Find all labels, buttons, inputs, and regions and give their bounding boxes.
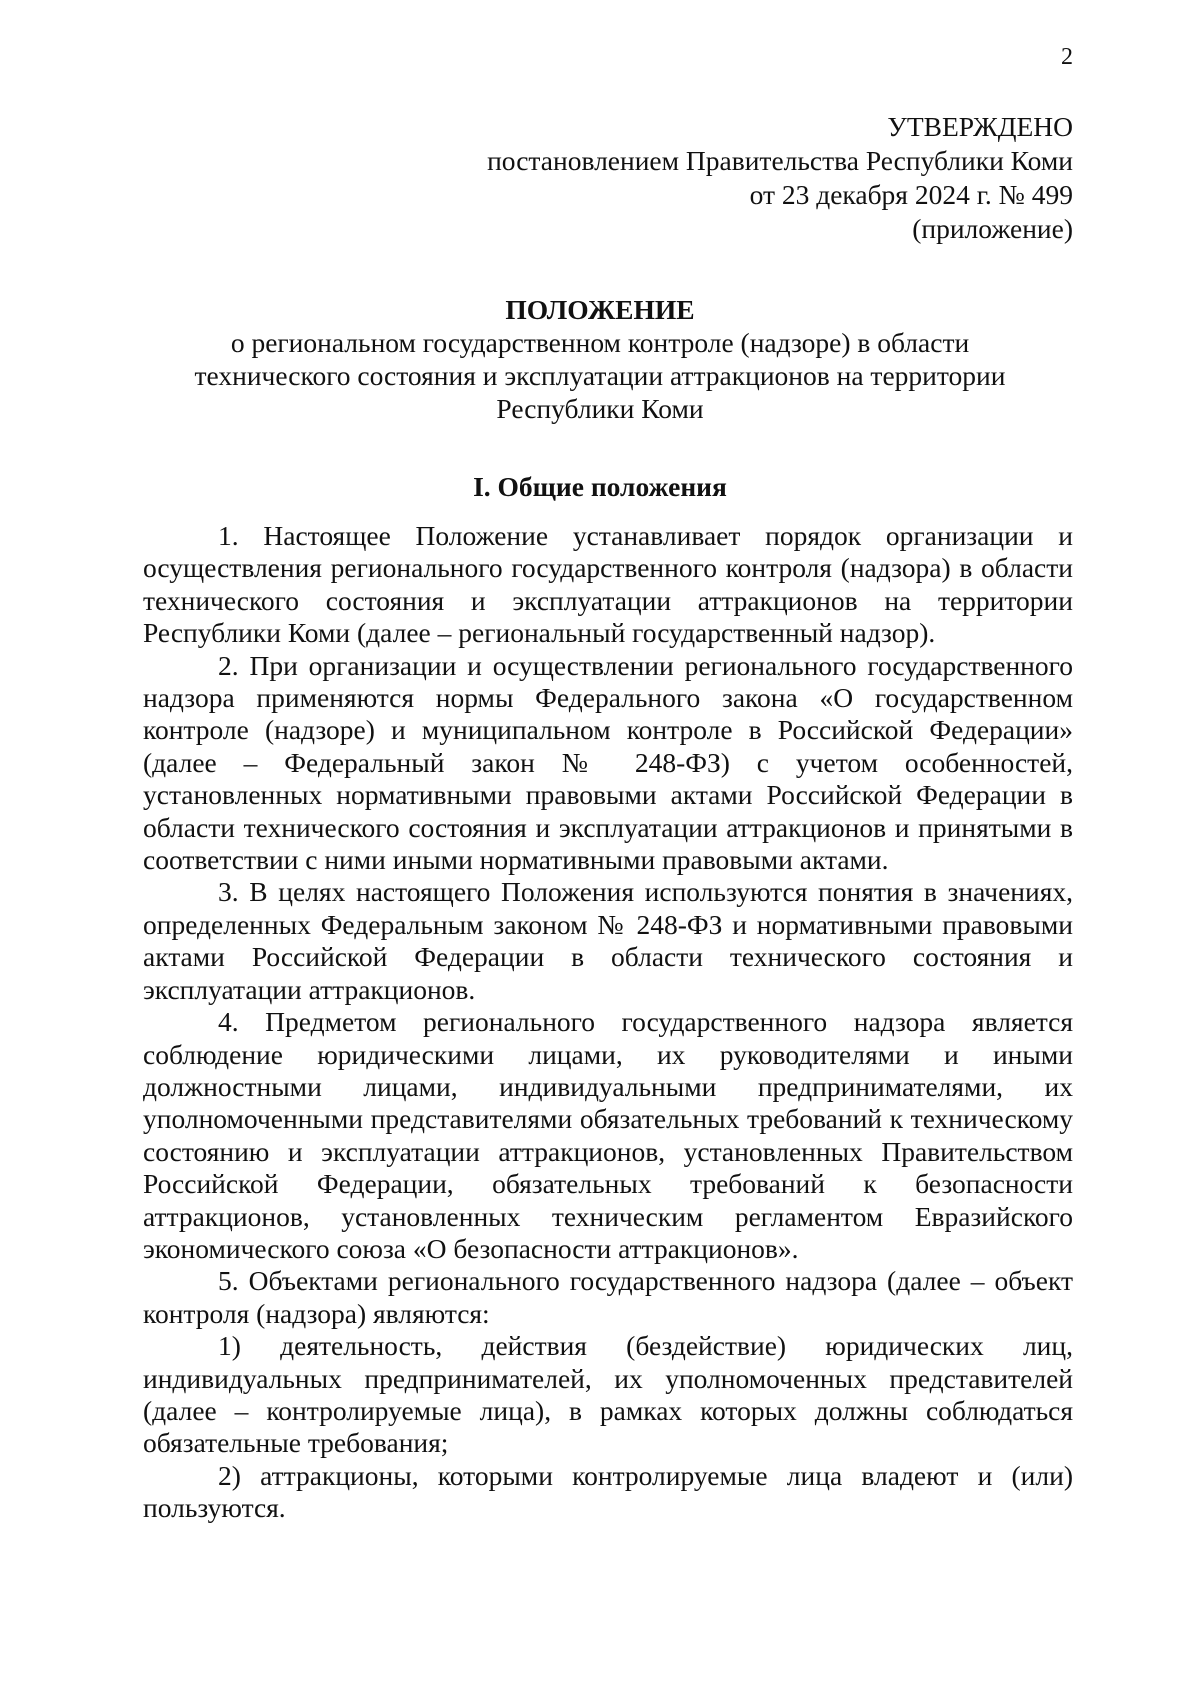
paragraph-4: 4. Предметом регионального государственного надзора является соблюдение юридическими лицами, их руководителями и иными должностными лицами, индивидуальными предпринимателями, их уполномоченными представителями обязательных требований к техническому состоянию и эксплуатации аттракционов, установленных Правительством Российской Федерации, обязательных требований к безопасности аттракционов, установленных техническим регламентом Евразийского экономического союза «О безопасности аттракционов». (143, 1006, 1073, 1264)
section-heading: I. Общие положения (473, 471, 727, 502)
approval-stamp (373, 110, 1073, 246)
approval-decree: постановлением Правительства Республики Коми (487, 145, 1073, 176)
document-title (0, 293, 1200, 425)
title-subtitle-line-2: технического состояния и эксплуатации аттракционов на территории (194, 360, 1006, 391)
paragraph-5-item-2: 2) аттракционы, которыми контролируемые лица владеют и (или) пользуются. (143, 1459, 1073, 1524)
approval-appendix: (приложение) (912, 213, 1073, 244)
paragraph-5: 5. Объектами регионального государственного надзора (далее – объект контроля (надзора) являются: (143, 1265, 1073, 1329)
approval-date-number: от 23 декабря 2024 г. № 499 (749, 179, 1073, 210)
approval-heading: УТВЕРЖДЕНО (887, 111, 1073, 142)
title-main: ПОЛОЖЕНИЕ (505, 294, 695, 325)
paragraph-1: 1. Настоящее Положение устанавливает порядок организации и осуществления регионального государственного контроля (надзора) в области технического состояния и эксплуатации аттракционов на территории Республики Коми (далее – региональный государственный надзор). (143, 520, 1073, 649)
document-body (143, 520, 1073, 1525)
paragraph-5-item-1: 1) деятельность, действия (бездействие) юридических лиц, индивидуальных предпринимателей, их уполномоченных представителей (далее – контролируемые лица), в рамках которых должны соблюдаться обязательные требования; (143, 1330, 1073, 1459)
title-subtitle-line-3: Республики Коми (496, 393, 704, 424)
page-number: 2 (1061, 44, 1073, 70)
paragraph-2: 2. При организации и осуществлении регионального государственного надзора применяются нормы Федерального закона «О государственном контроле (надзоре) и муниципальном контроле в Российской Федерации» (далее – Федеральный закон № 248-ФЗ) с учетом особенностей, установленных нормативными правовыми актами Российской Федерации в области технического состояния и эксплуатации аттракционов и принятыми в соответствии с ними иными нормативными правовыми актами. (143, 649, 1073, 876)
paragraph-3: 3. В целях настоящего Положения используются понятия в значениях, определенных Федеральным законом № 248-ФЗ и нормативными правовыми актами Российской Федерации в области технического состояния и эксплуатации аттракционов. (143, 876, 1073, 1005)
title-subtitle-line-1: о региональном государственном контроле (надзоре) в области (230, 327, 970, 358)
